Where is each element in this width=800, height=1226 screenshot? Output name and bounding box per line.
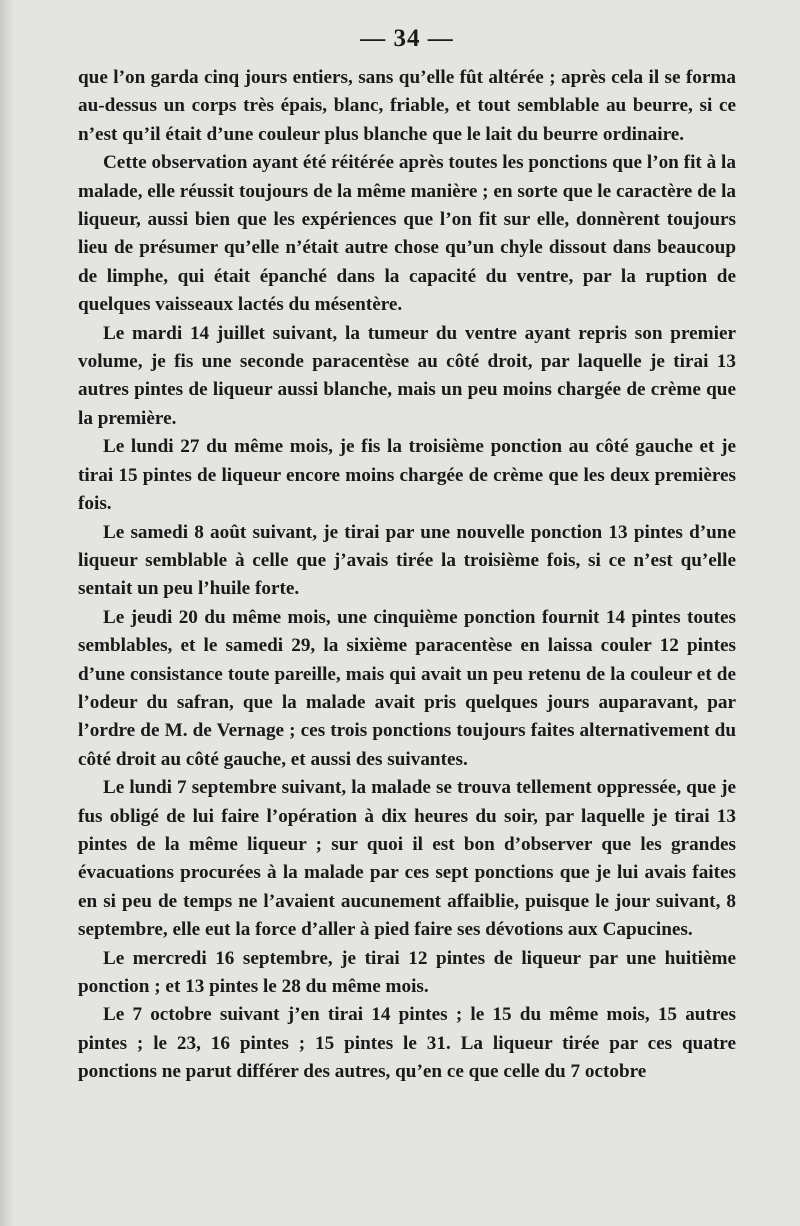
paragraph: Le mercredi 16 septembre, je tirai 12 pintes de liqueur par une huitième ponction ; et 13 pintes le 28 du même mois. — [78, 947, 736, 997]
paragraph: Le lundi 27 du même mois, je fis la troisième ponction au côté gauche et je tirai 15 pintes de liqueur encore moins chargée de crème que les deux premières fois. — [78, 436, 736, 515]
body-text — [78, 64, 736, 1087]
paragraph: Le lundi 7 septembre suivant, la malade se trouva tellement oppressée, que je fus obligé de lui faire l’opération à dix heures du soir, par laquelle je tirai 13 pintes de la même liqueur ; sur quoi il est bon d’observer que les grandes évacuations procurées à la malade par ces sept ponctions que je lui avais faites en si peu de temps ne l’avaient aucunement affaiblie, puisque le jour suivant, 8 septembre, elle eut la force d’aller à pied faire ses dévotions aux Capucines. — [78, 777, 736, 941]
paragraph: Cette observation ayant été réitérée après toutes les ponctions que l’on fit à la malade, elle réussit toujours de la même manière ; en sorte que le caractère de la liqueur, aussi bien que les expériences que l’on fit sur elle, donnèrent toujours lieu de présumer qu’elle n’était autre chose qu’un chyle dissout dans beaucoup de limphe, qui était épanché dans la capacité du ventre, par la ruption de quelques vaisseaux lactés du mésentère. — [78, 152, 736, 316]
paragraph: Le jeudi 20 du même mois, une cinquième ponction fournit 14 pintes toutes semblables, et le samedi 29, la sixième paracentèse en laissa couler 12 pintes d’une consistance toute pareille, mais qui avait un peu retenu de la couleur et de l’odeur du safran, que la malade avait pris quelques jours auparavant, par l’ordre de M. de Vernage ; ces trois ponctions toujours faites alternativement du côté droit au côté gauche, et aussi des suivantes. — [78, 606, 736, 770]
paragraph: Le mardi 14 juillet suivant, la tumeur du ventre ayant repris son premier volume, je fis une seconde paracentèse au côté droit, par laquelle je tirai 13 autres pintes de liqueur aussi blanche, mais un peu moins chargée de crème que la première. — [78, 322, 736, 429]
paragraph: Le 7 octobre suivant j’en tirai 14 pintes ; le 15 du même mois, 15 autres pintes ; le 23, 16 pintes ; 15 pintes le 31. La liqueur tirée par ces quatre ponctions ne parut différer des autres, qu’en ce que celle du 7 octobre — [78, 1004, 736, 1083]
paragraph: Le samedi 8 août suivant, je tirai par une nouvelle ponction 13 pintes d’une liqueur semblable à celle que j’avais tirée la troisième fois, si ce n’est qu’elle sentait un peu l’huile forte. — [78, 521, 736, 600]
paragraph: que l’on garda cinq jours entiers, sans qu’elle fût altérée ; après cela il se forma au-dessus un corps très épais, blanc, friable, et tout semblable au beurre, si ce n’est qu’il était d’une couleur plus blanche que le lait du beurre ordinaire. — [78, 67, 736, 145]
page-number: — 34 — — [360, 25, 454, 52]
